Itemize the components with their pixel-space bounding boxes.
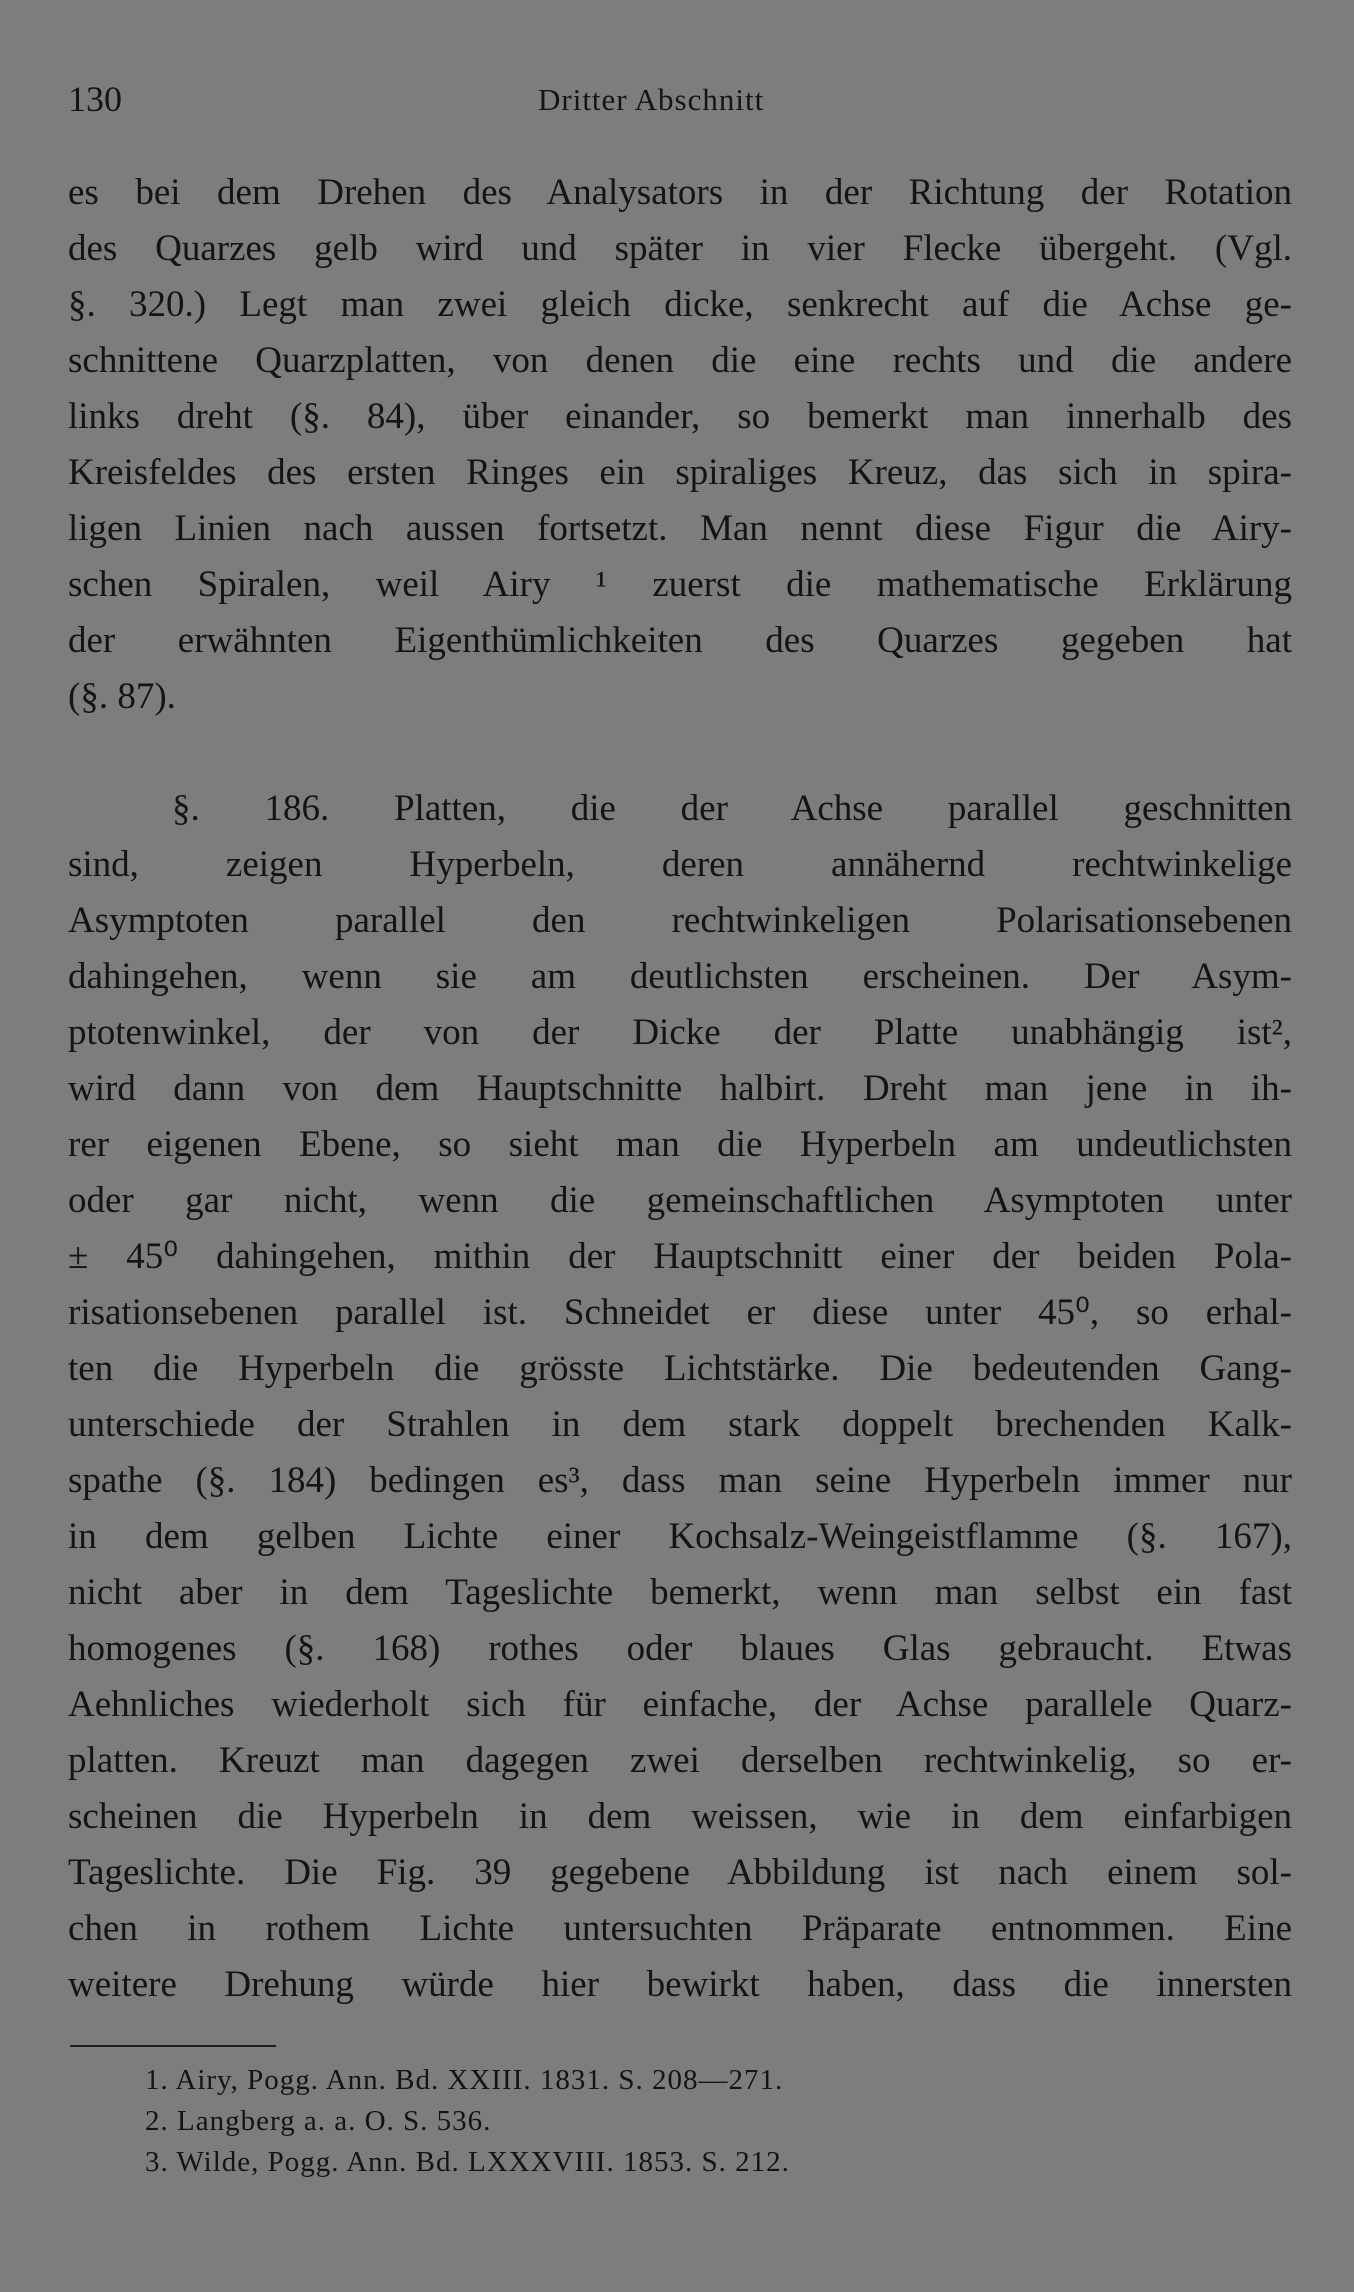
footnote-rule: [70, 2045, 276, 2047]
text-line: sind, zeigen Hyperbeln, deren annähernd rechtwinkelige: [68, 844, 1292, 885]
text-line: dahingehen, wenn sie am deutlichsten erscheinen. Der Asym-: [68, 956, 1292, 997]
text-line: des Quarzes gelb wird und später in vier Flecke übergeht. (Vgl.: [68, 228, 1292, 269]
text-line: Kreisfeldes des ersten Ringes ein spiraliges Kreuz, das sich in spira-: [68, 452, 1292, 493]
text-line: Asymptoten parallel den rechtwinkeligen Polarisationsebenen: [68, 900, 1292, 941]
page-header: [68, 78, 1288, 128]
footnote-2: 2. Langberg a. a. O. S. 536.: [145, 2105, 492, 2137]
text-line: (§. 87).: [68, 676, 176, 717]
text-line: Tageslichte. Die Fig. 39 gegebene Abbildung ist nach einem sol-: [68, 1852, 1292, 1893]
text-line: chen in rothem Lichte untersuchten Präparate entnommen. Eine: [68, 1908, 1292, 1949]
text-line: links dreht (§. 84), über einander, so bemerkt man innerhalb des: [68, 396, 1292, 437]
footnote-1: 1. Airy, Pogg. Ann. Bd. XXIII. 1831. S. 208—271.: [145, 2064, 784, 2096]
text-line: nicht aber in dem Tageslichte bemerkt, wenn man selbst ein fast: [68, 1572, 1292, 1613]
text-line: in dem gelben Lichte einer Kochsalz-Weingeistflamme (§. 167),: [68, 1516, 1292, 1557]
text-line: §. 320.) Legt man zwei gleich dicke, senkrecht auf die Achse ge-: [68, 284, 1292, 325]
page-number: 130: [68, 79, 122, 119]
text-line: schen Spiralen, weil Airy ¹ zuerst die mathematische Erklärung: [68, 564, 1292, 605]
text-line: risationsebenen parallel ist. Schneidet er diese unter 45⁰, so erhal-: [68, 1292, 1292, 1333]
text-line: scheinen die Hyperbeln in dem weissen, wie in dem einfarbigen: [68, 1796, 1292, 1837]
text-line: ± 45⁰ dahingehen, mithin der Hauptschnitt einer der beiden Pola-: [68, 1236, 1292, 1277]
text-line: weitere Drehung würde hier bewirkt haben, dass die innersten: [68, 1964, 1292, 2005]
text-line: ten die Hyperbeln die grösste Lichtstärke. Die bedeutenden Gang-: [68, 1348, 1292, 1389]
footnote-3: 3. Wilde, Pogg. Ann. Bd. LXXXVIII. 1853. S. 212.: [145, 2146, 790, 2178]
body-text: [68, 165, 1292, 2013]
text-line: platten. Kreuzt man dagegen zwei derselben rechtwinkelig, so er-: [68, 1740, 1292, 1781]
text-line: wird dann von dem Hauptschnitte halbirt. Dreht man jene in ih-: [68, 1068, 1292, 1109]
text-line: spathe (§. 184) bedingen es³, dass man seine Hyperbeln immer nur: [68, 1460, 1292, 1501]
text-line: ligen Linien nach aussen fortsetzt. Man nennt diese Figur die Airy-: [68, 508, 1292, 549]
text-line: Aehnliches wiederholt sich für einfache, der Achse parallele Quarz-: [68, 1684, 1292, 1725]
text-line: schnittene Quarzplatten, von denen die eine rechts und die andere: [68, 340, 1292, 381]
text-line: oder gar nicht, wenn die gemeinschaftlichen Asymptoten unter: [68, 1180, 1292, 1221]
text-line: rer eigenen Ebene, so sieht man die Hyperbeln am undeutlichsten: [68, 1124, 1292, 1165]
footnotes: [145, 2060, 1245, 2183]
text-line: es bei dem Drehen des Analysators in der Richtung der Rotation: [68, 172, 1292, 213]
text-line: homogenes (§. 168) rothes oder blaues Glas gebraucht. Etwas: [68, 1628, 1292, 1669]
text-line: unterschiede der Strahlen in dem stark doppelt brechenden Kalk-: [68, 1404, 1292, 1445]
text-line: der erwähnten Eigenthümlichkeiten des Quarzes gegeben hat: [68, 620, 1292, 661]
paragraph-gap: [68, 725, 1292, 781]
running-head: Dritter Abschnitt: [538, 82, 765, 117]
text-line: ptotenwinkel, der von der Dicke der Platte unabhängig ist²,: [68, 1012, 1292, 1053]
paragraph-2: [68, 781, 1292, 2013]
paragraph-1: [68, 165, 1292, 725]
text-line: §. 186. Platten, die der Achse parallel geschnitten: [172, 788, 1292, 829]
